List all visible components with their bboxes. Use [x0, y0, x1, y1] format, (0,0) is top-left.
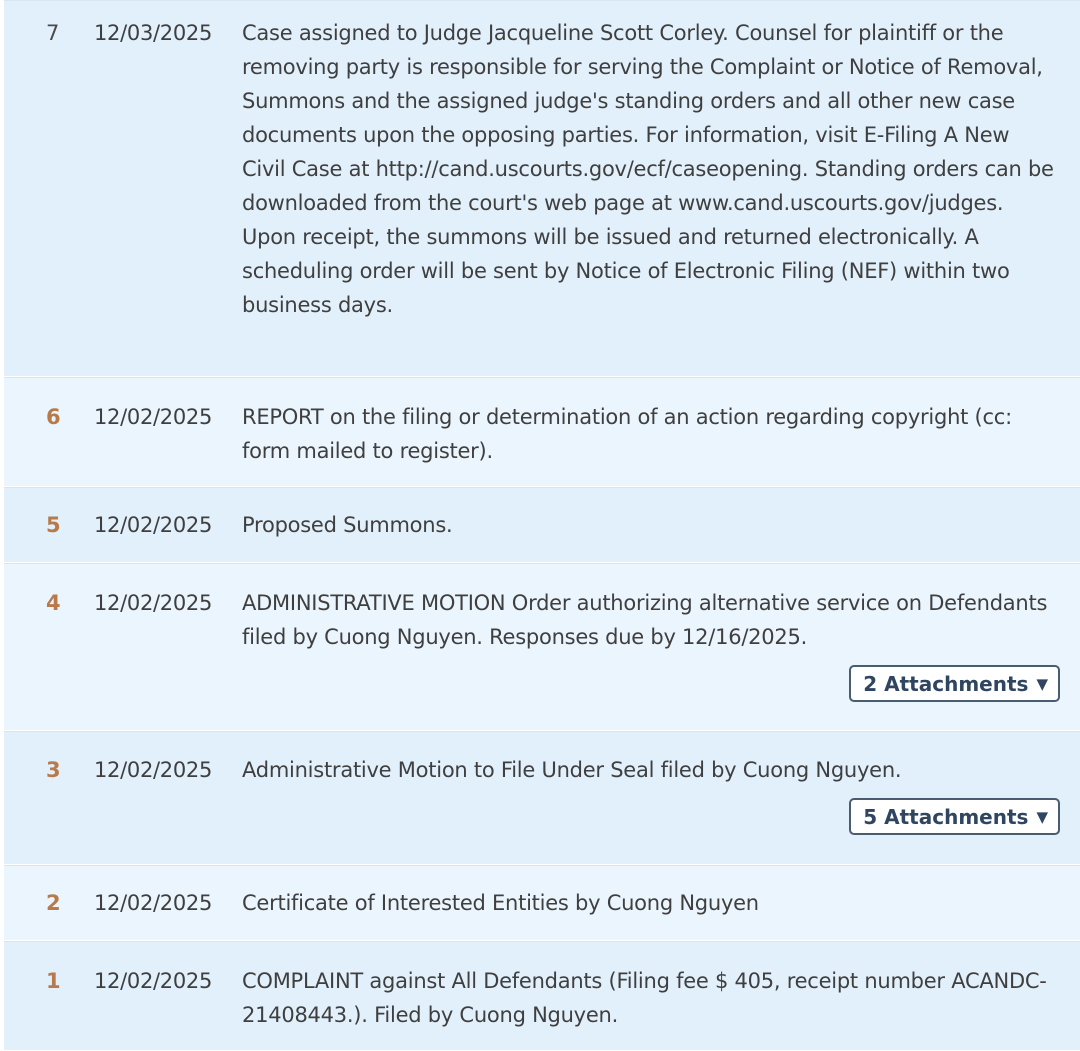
entry-description: Certificate of Interested Entities by Cuong Nguyen — [242, 891, 759, 915]
docket-entry-row — [4, 586, 1080, 654]
docket-entry-row — [4, 753, 1080, 787]
caret-down-icon: ▼ — [1036, 674, 1048, 693]
entry-date: 12/02/2025 — [94, 405, 213, 429]
docket-entry-row — [4, 508, 1080, 542]
entry-description: Case assigned to Judge Jacqueline Scott Corley. Counsel for plaintiff or the removing party is responsible for serving the Complaint or Notice of Removal, Summons and the assigned judge's standing orders and all other new case documents upon the opposing parties. For information, visit E-Filing A New Civil Case at http://cand.uscourts.gov/ecf/caseopening. Standing orders can be downloaded from the court's web page at www.cand.uscourts.gov/judges. Upon receipt, the summons will be issued and returned electronically. A scheduling order will be sent by Notice of Electronic Filing (NEF) within two business days. — [242, 21, 1054, 317]
docket-entry — [4, 563, 1080, 731]
attachments-area — [4, 665, 1080, 702]
entry-description: Proposed Summons. — [242, 513, 453, 537]
entry-date: 12/02/2025 — [94, 513, 213, 537]
entry-number-link[interactable]: 4 — [46, 591, 61, 615]
docket-entry-row — [4, 400, 1080, 468]
entry-description: Administrative Motion to File Under Seal filed by Cuong Nguyen. — [242, 758, 902, 782]
attachments-label: 5 Attachments — [863, 804, 1029, 829]
entry-description: ADMINISTRATIVE MOTION Order authorizing alternative service on Defendants filed by Cuong Nguyen. Responses due by 12/16/2025. — [242, 591, 1048, 649]
docket-entry — [4, 865, 1080, 941]
docket-entries-list — [4, 0, 1080, 1051]
attachments-area — [4, 798, 1080, 835]
entry-number-link[interactable]: 3 — [46, 758, 61, 782]
entry-description: COMPLAINT against All Defendants (Filing fee $ 405, receipt number ACANDC-21408443.). Filed by Cuong Nguyen. — [242, 969, 1047, 1027]
docket-entry — [4, 487, 1080, 563]
entry-date: 12/02/2025 — [94, 758, 213, 782]
docket-entry-row — [4, 16, 1080, 322]
entry-date: 12/02/2025 — [94, 591, 213, 615]
docket-entry — [4, 941, 1080, 1051]
docket-entry-row — [4, 964, 1080, 1032]
entry-number: 7 — [46, 21, 60, 45]
docket-entry-row — [4, 886, 1080, 920]
entry-date: 12/02/2025 — [94, 891, 213, 915]
entry-number-link[interactable]: 2 — [46, 891, 61, 915]
caret-down-icon: ▼ — [1036, 807, 1048, 826]
attachments-label: 2 Attachments — [863, 671, 1029, 696]
docket-entry — [4, 731, 1080, 865]
entry-number-link[interactable]: 6 — [46, 405, 61, 429]
attachments-dropdown-button[interactable] — [849, 798, 1060, 835]
entry-number-link[interactable]: 5 — [46, 513, 61, 537]
entry-description: REPORT on the filing or determination of an action regarding copyright (cc: form mailed to register). — [242, 405, 1012, 463]
docket-entry — [4, 0, 1080, 377]
attachments-dropdown-button[interactable] — [849, 665, 1060, 702]
entry-date: 12/03/2025 — [94, 21, 213, 45]
docket-entry — [4, 377, 1080, 487]
entry-number-link[interactable]: 1 — [46, 969, 61, 993]
entry-date: 12/02/2025 — [94, 969, 213, 993]
